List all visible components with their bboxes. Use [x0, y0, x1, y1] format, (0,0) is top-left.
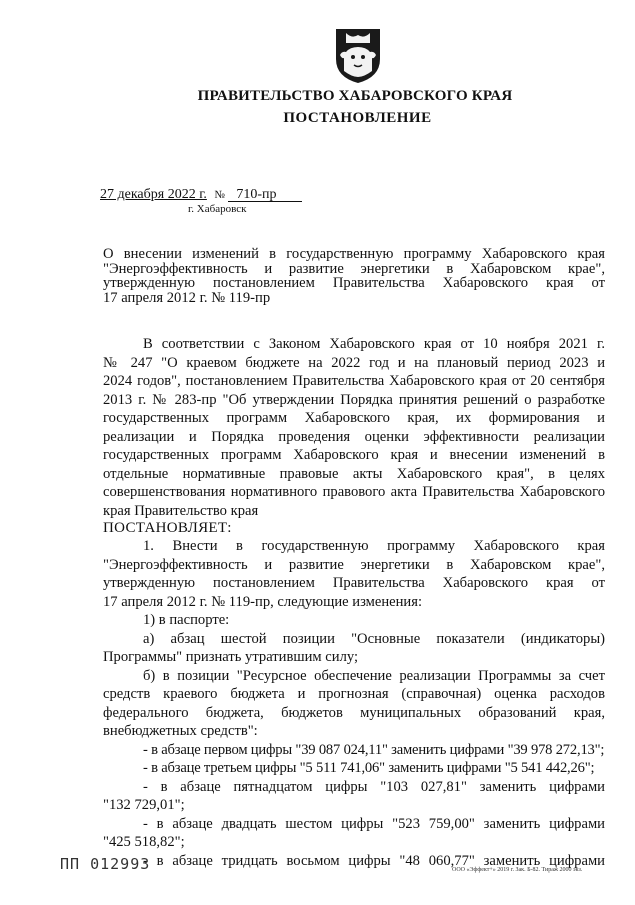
- decree-date: 27 декабря 2022 г.: [100, 187, 207, 202]
- sub-item-4: [103, 815, 605, 852]
- item-a: [103, 630, 605, 667]
- sub-item-3-line: "132 729,01";: [103, 797, 185, 813]
- item-b-line: средств краевого бюджета и прогнозная (справочная) оценка расходов: [103, 686, 605, 702]
- item-a-line: Программы" признать утратившим силу;: [103, 649, 359, 665]
- preamble-line: государственных программ Хабаровского края и внесении изменений в: [103, 447, 605, 463]
- form-serial-number: ПП 012993: [60, 855, 151, 873]
- item-b-line: внебюджетных средств":: [103, 723, 258, 739]
- item-1-1: 1) в паспорте:: [143, 612, 230, 628]
- sub-item-1: - в абзаце первом цифры "39 087 024,11" заменить цифрами "39 978 272,13";: [143, 741, 605, 758]
- subject-line: О внесении изменений в государственную программу Хабаровского края: [103, 246, 605, 262]
- preamble-line: государственных программ Хабаровского края, их формирования и: [103, 410, 605, 426]
- preamble-line: отдельные нормативные правовые акты Хабаровского края", в целях: [103, 465, 605, 482]
- document-type-title: ПОСТАНОВЛЕНИЕ: [283, 110, 432, 126]
- subject-line: "Энергоэффективность и развитие энергетики в Хабаровском крае",: [103, 260, 605, 277]
- preamble-line: совершенствования нормативного правового акта Правительства Хабаровского: [103, 484, 605, 500]
- preamble-line: 2024 годов", постановлением Правительства Хабаровского края от 20 сентября: [103, 373, 605, 389]
- postanovlyaet-heading: ПОСТАНОВЛЯЕТ:: [103, 520, 232, 536]
- subject-line: утвержденную постановлением Правительства Хабаровского края от: [103, 275, 605, 291]
- khabarovsk-coat-of-arms-icon: [332, 25, 384, 85]
- preamble-line: В соответствии с Законом Хабаровского края от 10 ноября 2021 г.: [143, 336, 605, 352]
- item-1-line: "Энергоэффективность и развитие энергетики в Хабаровском крае",: [103, 556, 605, 573]
- sub-item-4-line: - в абзаце двадцать шестом цифры "523 759,00" заменить цифрами: [143, 815, 605, 832]
- preamble-line: реализации и Порядка проведения оценки эффективности реализации: [103, 428, 605, 445]
- date-number-line: [100, 187, 302, 203]
- sub-item-3: [103, 778, 605, 815]
- subject-line: 17 апреля 2012 г. № 119-пр: [103, 289, 271, 306]
- decree-body: [103, 335, 605, 870]
- sub-item-3-line: - в абзаце пятнадцатом цифры "103 027,81" заменить цифрами: [143, 778, 605, 795]
- item-b-line: б) в позиции "Ресурсное обеспечение реализации Программы за счет: [143, 667, 605, 684]
- sub-item-5-line: - в абзаце тридцать восьмом цифры "48 060,77" заменить цифрами: [143, 852, 605, 869]
- item-1-line: 1. Внести в государственную программу Хабаровского края: [143, 538, 605, 554]
- item-1-line: утвержденную постановлением Правительства Хабаровского края от: [103, 575, 605, 591]
- city-label: г. Хабаровск: [188, 203, 247, 215]
- item-1: [103, 537, 605, 611]
- preamble: [103, 335, 605, 520]
- preamble-line: № 247 "О краевом бюджете на 2022 год и на плановый период 2023 и: [103, 354, 605, 371]
- printer-imprint: ООО «Эффект+» 2019 г. Зак. Б-82. Тираж 2000 экз.: [452, 867, 583, 873]
- preamble-line: 2013 г. № 283-пр "Об утверждении Порядка принятия решений о разработке: [103, 391, 605, 408]
- preamble-line: края Правительство края: [103, 502, 259, 519]
- item-a-line: а) абзац шестой позиции "Основные показатели (индикаторы): [143, 630, 605, 647]
- number-sign: №: [214, 189, 225, 201]
- item-b-line: федерального бюджета, бюджетов муниципальных образований края,: [103, 704, 605, 721]
- item-b: [103, 667, 605, 741]
- decree-subject: [103, 247, 605, 305]
- sub-item-2: - в абзаце третьем цифры "5 511 741,06" заменить цифрами "5 541 442,26";: [143, 760, 595, 776]
- decree-number: 710-пр: [228, 188, 302, 202]
- organization-title: ПРАВИТЕЛЬСТВО ХАБАРОВСКОГО КРАЯ: [197, 88, 513, 104]
- item-1-line: 17 апреля 2012 г. № 119-пр, следующие изменения:: [103, 593, 423, 610]
- sub-item-4-line: "425 518,82";: [103, 834, 185, 850]
